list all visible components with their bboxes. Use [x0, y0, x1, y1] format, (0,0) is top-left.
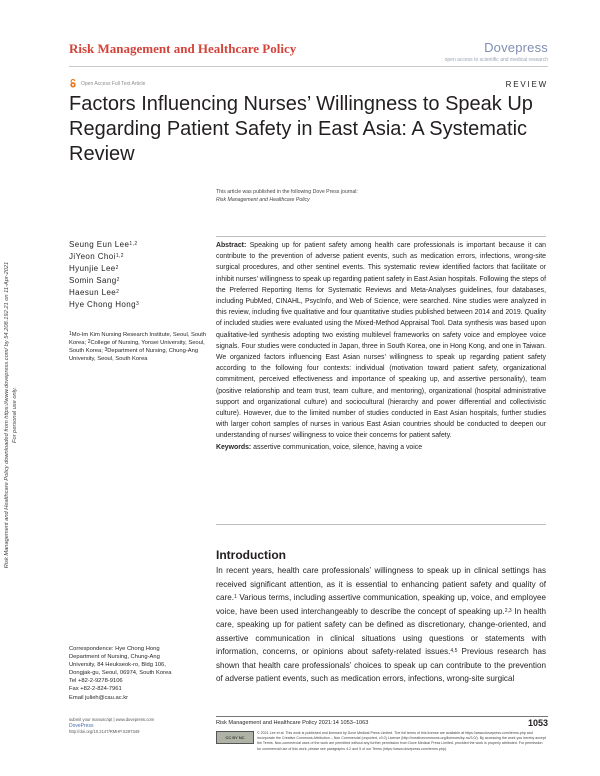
abstract-top-rule — [216, 236, 546, 237]
abstract — [216, 240, 546, 453]
article-title: Factors Influencing Nurses’ Willingness to Speak Up Regarding Patient Safety in East Asia: A Systematic Review — [69, 93, 533, 165]
page-number: 1053 — [527, 718, 548, 728]
footer-left — [69, 717, 204, 735]
keywords: assertive communication, voice, silence, having a voice — [253, 443, 423, 451]
email-link[interactable]: Email julieh@cau.ac.kr — [69, 694, 129, 701]
section-heading: Introduction — [216, 548, 286, 562]
author-list — [69, 239, 209, 311]
dovepress-logo[interactable]: DovePress — [69, 723, 94, 729]
affiliations: $^1$Mo-Im Kim Nursing Research Institute, Seoul, South Korea; $^2$College of Nursing, Yonsei University, Seoul, South Korea; $^3$Department of Nursing, Chung-Ang University, Seoul, South Korea — [69, 331, 207, 362]
doi-link[interactable]: http://doi.org/10.2147/RMHP.S297349 — [69, 729, 140, 734]
article-type: REVIEW — [505, 80, 548, 89]
abstract-label: Abstract: — [216, 242, 247, 249]
publication-note-line1: This article was published in the following Dove Press journal: — [216, 189, 358, 195]
cc-license-icon[interactable]: CC BY NC — [216, 731, 254, 744]
open-access-label — [69, 79, 145, 88]
publisher-logo[interactable]: Dovepress — [484, 40, 548, 55]
reference[interactable]: 2,3 — [504, 607, 512, 614]
footer-journal-citation: Risk Management and Healthcare Policy 2021:14 1053–1063 — [216, 720, 369, 726]
intro-paragraph: In recent years, health care professionals’ willingness to speak up in clinical settings has received significant attention, as it is essential to enhancing patient safety and quality of care.$^1$ Various terms, including assertive communication, speaking up, voice, and employee voice, have been used interchangeably to describe the concept of speaking up.$^{2,3}$ In health care, speaking up for patient safety can be defined as discretionary, change-oriented, and assertive communication in clinical situations using questions or statements with information, concerns, or opinions about safety-related issues.$^{4,5}$ Previous research has shown that health care professionals’ choices to speak up can contribute to the prevention of adverse patient events, such as medication errors, infections, wrong-site surgical — [216, 566, 546, 684]
open-access-icon — [69, 79, 77, 88]
header-rule — [69, 66, 548, 67]
reference[interactable]: 4,5 — [450, 648, 458, 655]
abstract-text: Speaking up for patient safety among health care professionals is important because it can contribute to the prevention of adverse patient events, such as medication errors, infections, wrong-site surgical procedures, and other sentinel events. This systematic review identified factors that facilitate or inhibit nurses’ willingness to speak up regarding patient safety in East Asian hospitals. Following the steps of the Preferred Reporting Items for Systematic Reviews and Meta-Analyses guidelines, four databases, including PubMed, CINAHL, PsycInfo, and Web of Science, were searched. Nine studies were analyzed in this review, including five qualitative and four quantitative studies published between 2014 and 2019. Quality of included studies were evaluated using the Mixed-Method Appraisal Tool. Data synthesis was based upon qualitative-led synthesis adopting two existing multilevel frameworks on safety voice and employee voice signals. Four studies were conducted in Japan, three in South Korea, one in Hong Kong, and one in Taiwan. We organized factors influencing East Asian nurses’ willingness to speak up regarding patient safety according to the following four contexts: individual (motivation toward patient safety, organizational commitment, perceived effectiveness and importance of speaking up, and assertive personality), team (positive relationship and team trust, team culture, and mentoring), organizational (hospital administrative support and organizational culture) and sociocultural (hierarchy and power differential and collectivistic culture). However, due to the limited number of studies conducted in East Asian hospitals, further studies with larger cohort samples of nurses in various East Asian countries should be conducted to deepen our understanding of nurses’ willingness to voice their concerns for patient safety. — [216, 242, 546, 440]
publication-note — [216, 188, 358, 204]
keywords-label: Keywords: — [216, 443, 252, 451]
reference[interactable]: 1 — [234, 594, 237, 601]
author: Somin Sang$^2$ — [69, 276, 120, 285]
author: Hyunjie Lee$^2$ — [69, 264, 119, 273]
footer-rule — [216, 716, 548, 717]
author: Seung Eun Lee$^{1,2}$ — [69, 240, 138, 249]
submit-link[interactable]: submit your manuscript | www.dovepress.com — [69, 717, 155, 722]
license-text: © 2021 Lee et al. This work is published and licensed by Dove Medical Press Limited. The full terms of this license are available at https://www.dovepress.com/terms.php and incorporate the Creative Commons Attribution – Non Commercial (unported, v3.0) License (http://creativecommons.org/licenses/by-nc/3.0/). By accessing the work you hereby accept the Terms. Non-commercial uses of the work are permitted without any further permission from Dove Medical Press Limited, provided the work is properly attributed. For permission for commercial use of this work, please see paragraphs 4.2 and 5 of our Terms (https://www.dovepress.com/terms.php). — [257, 731, 546, 751]
publication-note-journal: Risk Management and Healthcare Policy — [216, 197, 310, 203]
open-access-text: Open Access Full Text Article — [81, 80, 146, 87]
author: JiYeon Choi$^{1,2}$ — [69, 252, 124, 261]
correspondence: Correspondence: Hye Chong Hong Department of Nursing, Chung-Ang University, 84 Heukseok-ro, Bldg 106, Dongjak-gu, Seoul, 06974, South Korea Tel +82-2-9278-9106 Fax +82-2-824-7961 Email julieh@cau.ac.kr — [69, 645, 204, 702]
abstract-bottom-rule — [216, 524, 546, 525]
journal-name: Risk Management and Healthcare Policy — [69, 41, 297, 56]
publisher-tagline: open access to scientific and medical research — [444, 57, 548, 63]
author: Hye Chong Hong$^3$ — [69, 300, 140, 309]
license-block — [216, 731, 546, 752]
author: Haesun Lee$^2$ — [69, 288, 120, 297]
